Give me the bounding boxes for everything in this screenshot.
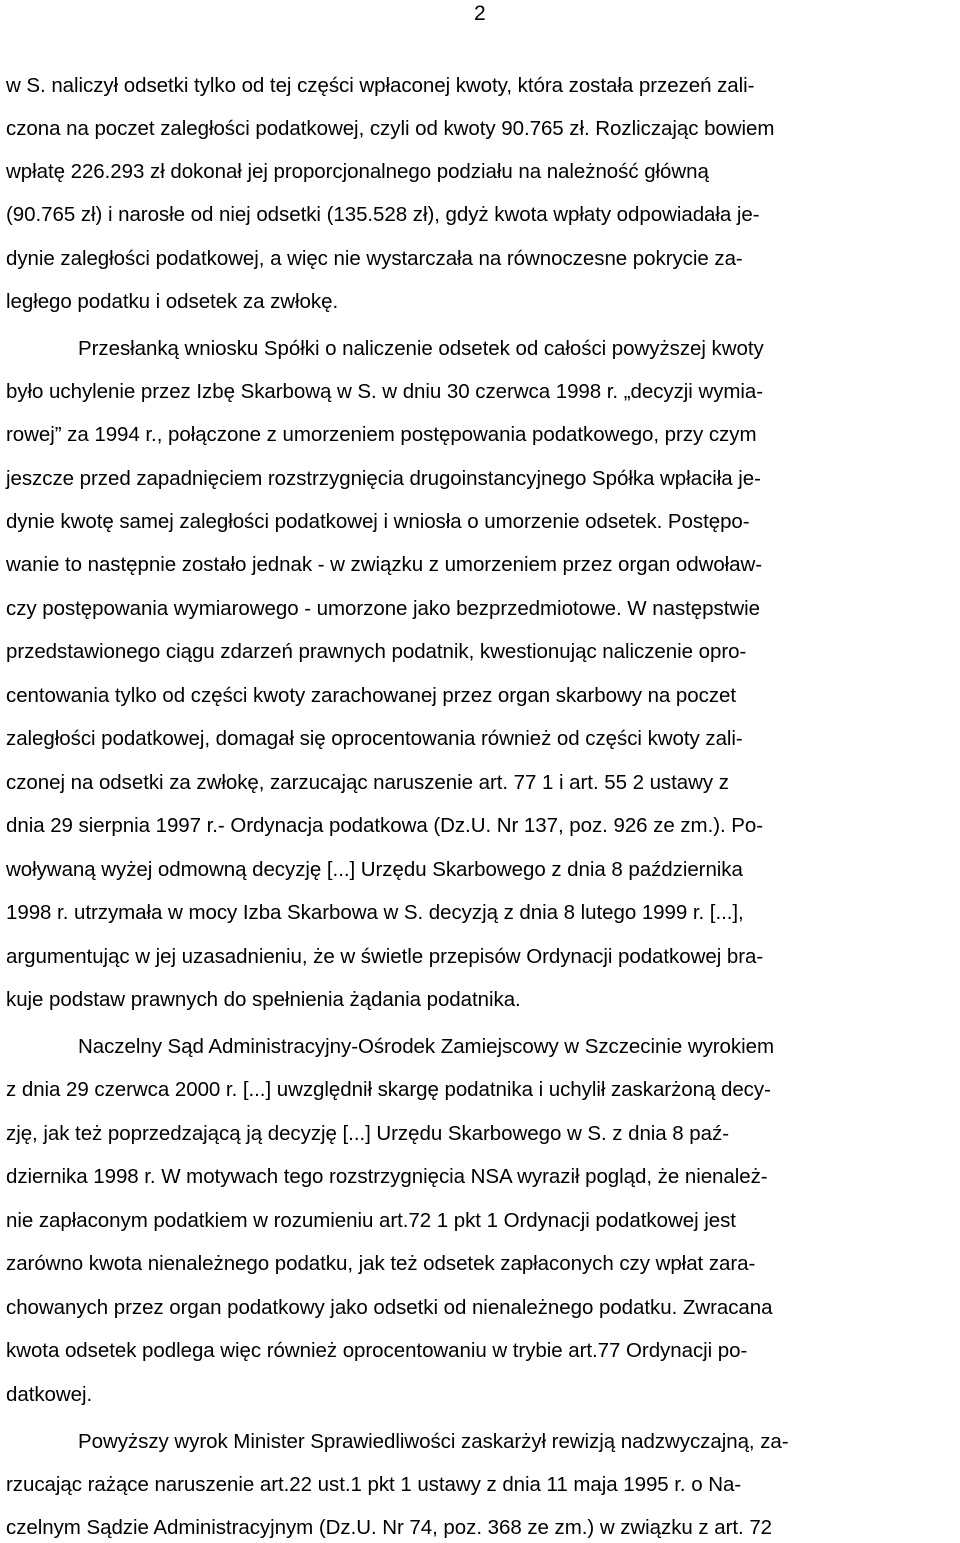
text-line: argumentując w jej uzasadnieniu, że w świetle przepisów Ordynacji podatkowej bra-: [6, 945, 764, 968]
text-line: zarówno kwota nienależnego podatku, jak też odsetek zapłaconych czy wpłat zara-: [6, 1252, 756, 1275]
text-line: centowania tylko od części kwoty zarachowanej przez organ skarbowy na poczet: [6, 684, 737, 707]
text-line: zaległości podatkowej, domagał się oprocentowania również od części kwoty zali-: [6, 727, 743, 750]
text-line: czelnym Sądzie Administracyjnym (Dz.U. Nr 74, poz. 368 ze zm.) w związku z art. 72: [6, 1516, 773, 1539]
text-line: ległego podatku i odsetek za zwłokę.: [6, 290, 339, 313]
text-line: Naczelny Sąd Administracyjny-Ośrodek Zamiejscowy w Szczecinie wyrokiem: [78, 1035, 774, 1058]
text-line: dynie zaległości podatkowej, a więc nie wystarczała na równoczesne pokrycie za-: [6, 247, 743, 270]
text-line: kwota odsetek podlega więc również oprocentowaniu w trybie art.77 Ordynacji po-: [6, 1339, 748, 1362]
text-line: chowanych przez organ podatkowy jako odsetki od nienależnego podatku. Zwracana: [6, 1296, 773, 1319]
text-line: czona na poczet zaległości podatkowej, czyli od kwoty 90.765 zł. Rozliczając bowiem: [6, 117, 775, 140]
text-line: dnia 29 sierpnia 1997 r.- Ordynacja podatkowa (Dz.U. Nr 137, poz. 926 ze zm.). Po-: [6, 814, 764, 837]
text-line: wpłatę 226.293 zł dokonał jej proporcjonalnego podziału na należność główną: [6, 160, 709, 183]
text-line: jeszcze przed zapadnięciem rozstrzygnięcia drugoinstancyjnego Spółka wpłaciła je-: [6, 467, 761, 490]
text-line: kuje podstaw prawnych do spełnienia żądania podatnika.: [6, 988, 521, 1011]
text-line: zję, jak też poprzedzającą ją decyzję [...] Urzędu Skarbowego w S. z dnia 8 paź-: [6, 1122, 729, 1145]
text-line: Powyższy wyrok Minister Sprawiedliwości zaskarżył rewizją nadzwyczajną, za-: [78, 1430, 789, 1453]
text-line: (90.765 zł) i narosłe od niej odsetki (135.528 zł), gdyż kwota wpłaty odpowiadała je-: [6, 203, 760, 226]
text-line: datkowej.: [6, 1383, 93, 1406]
text-line: rowej” za 1994 r., połączone z umorzeniem postępowania podatkowego, przy czym: [6, 423, 757, 446]
text-line: w S. naliczył odsetki tylko od tej części wpłaconej kwoty, która została przezeń zali-: [6, 74, 755, 97]
text-line: woływaną wyżej odmowną decyzję [...] Urzędu Skarbowego z dnia 8 października: [6, 858, 743, 881]
text-line: nie zapłaconym podatkiem w rozumieniu art.72 1 pkt 1 Ordynacji podatkowej jest: [6, 1209, 736, 1232]
text-line: wanie to następnie zostało jednak - w związku z umorzeniem przez organ odwoław-: [6, 553, 763, 576]
text-line: dynie kwotę samej zaległości podatkowej i wniosła o umorzenie odsetek. Postępo-: [6, 510, 750, 533]
text-line: Przesłanką wniosku Spółki o naliczenie odsetek od całości powyższej kwoty: [78, 337, 764, 360]
text-line: z dnia 29 czerwca 2000 r. [...] uwzględnił skargę podatnika i uchylił zaskarżoną decy-: [6, 1078, 771, 1101]
page-number: 2: [474, 2, 486, 25]
text-line: przedstawionego ciągu zdarzeń prawnych podatnik, kwestionując naliczenie opro-: [6, 640, 747, 663]
text-line: rzucając rażące naruszenie art.22 ust.1 pkt 1 ustawy z dnia 11 maja 1995 r. o Na-: [6, 1473, 742, 1496]
text-line: czy postępowania wymiarowego - umorzone jako bezprzedmiotowe. W następstwie: [6, 597, 760, 620]
text-line: 1998 r. utrzymała w mocy Izba Skarbowa w S. decyzją z dnia 8 lutego 1999 r. [...],: [6, 901, 744, 924]
text-line: dziernika 1998 r. W motywach tego rozstrzygnięcia NSA wyraził pogląd, że nienależ-: [6, 1165, 768, 1188]
text-line: było uchylenie przez Izbę Skarbową w S. w dniu 30 czerwca 1998 r. „decyzji wymia-: [6, 380, 764, 403]
text-line: czonej na odsetki za zwłokę, zarzucając naruszenie art. 77 1 i art. 55 2 ustawy z: [6, 771, 729, 794]
